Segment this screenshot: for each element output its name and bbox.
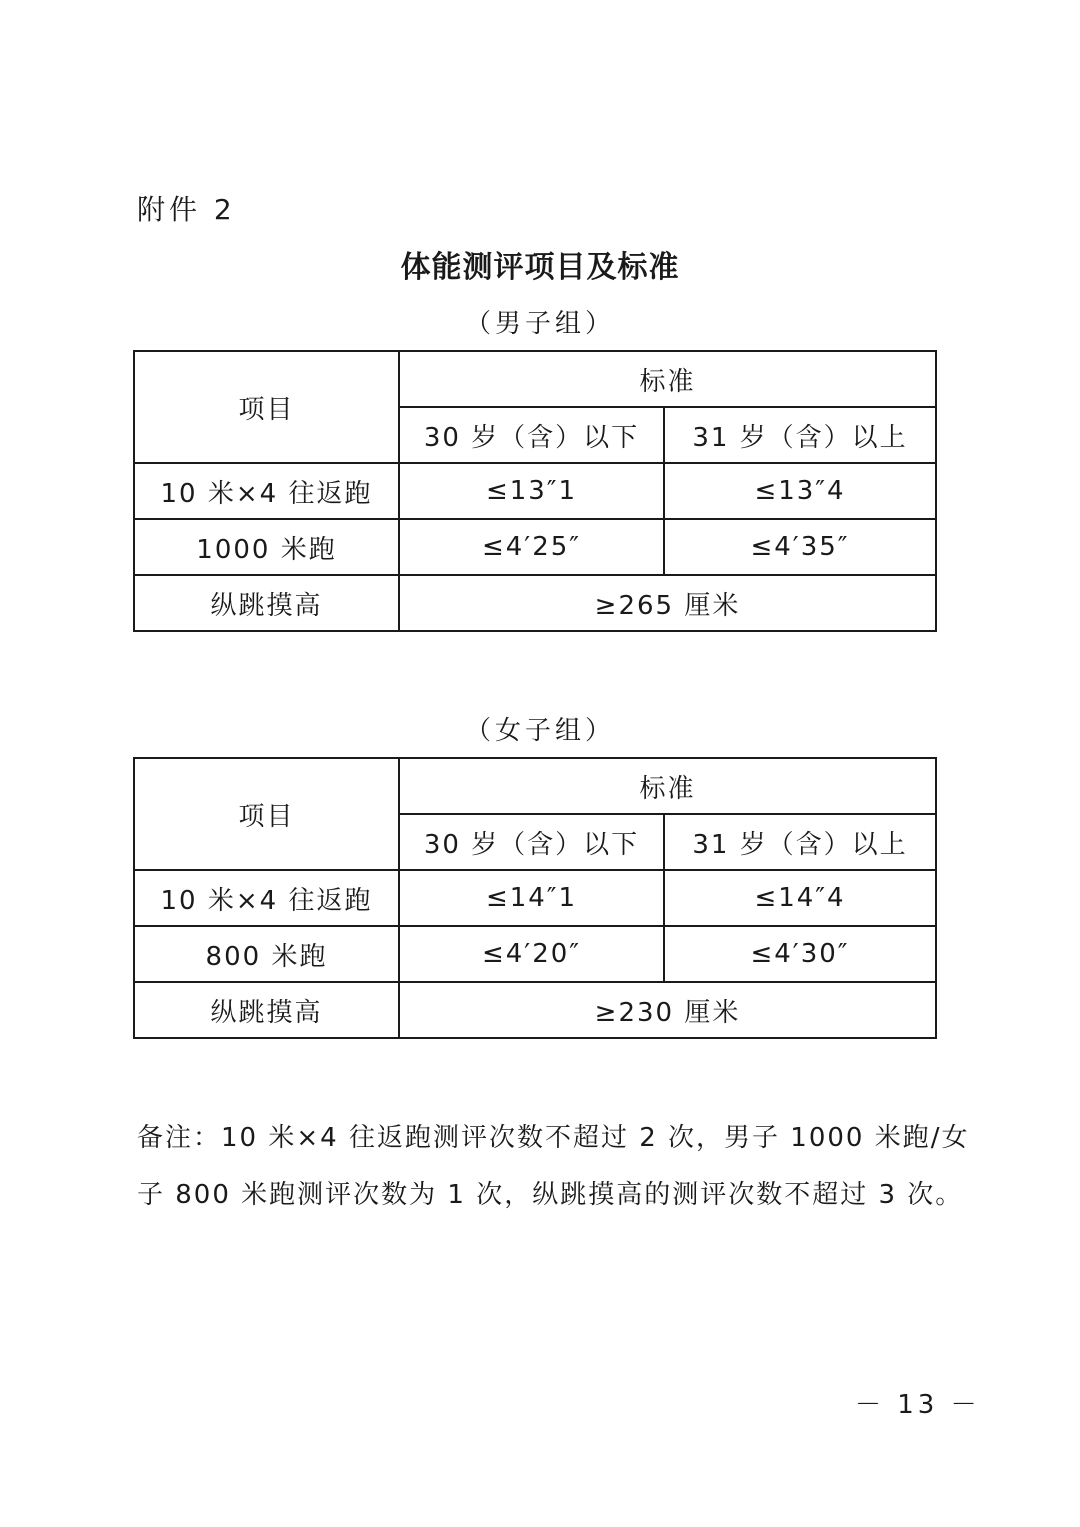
table-row — [134, 926, 936, 982]
header-item: 项目 — [134, 758, 399, 870]
header-standard: 标准 — [399, 758, 936, 814]
item-shuttle-run: 10 米×4 往返跑 — [134, 870, 399, 926]
item-vertical-jump: 纵跳摸高 — [134, 575, 399, 631]
item-800m-run: 800 米跑 — [134, 926, 399, 982]
header-age-under-30: 30 岁（含）以下 — [399, 407, 664, 463]
item-1000m-run: 1000 米跑 — [134, 519, 399, 575]
header-standard: 标准 — [399, 351, 936, 407]
page-number: － 13 － — [855, 1390, 981, 1420]
value-under-30: ≤14″1 — [399, 870, 664, 926]
value-merged: ≥265 厘米 — [399, 575, 936, 631]
item-vertical-jump: 纵跳摸高 — [134, 982, 399, 1038]
male-standards-table — [133, 350, 937, 632]
value-over-31: ≤13″4 — [664, 463, 936, 519]
table-row — [134, 463, 936, 519]
table-row — [134, 982, 936, 1038]
table-row — [134, 575, 936, 631]
note-line-2: 子 800 米跑测评次数为 1 次，纵跳摸高的测评次数不超过 3 次。 — [137, 1180, 964, 1210]
female-standards-table — [133, 757, 937, 1039]
value-over-31: ≤4′30″ — [664, 926, 936, 982]
female-group-label: （女子组） — [464, 716, 615, 746]
page-title: 体能测评项目及标准 — [400, 250, 680, 285]
value-under-30: ≤4′20″ — [399, 926, 664, 982]
header-item: 项目 — [134, 351, 399, 463]
item-shuttle-run: 10 米×4 往返跑 — [134, 463, 399, 519]
table-row — [134, 870, 936, 926]
value-over-31: ≤14″4 — [664, 870, 936, 926]
attachment-label: 附件 2 — [137, 193, 236, 226]
header-age-over-31: 31 岁（含）以上 — [664, 814, 936, 870]
value-merged: ≥230 厘米 — [399, 982, 936, 1038]
table-row — [134, 519, 936, 575]
male-group-label: （男子组） — [464, 309, 615, 339]
header-age-over-31: 31 岁（含）以上 — [664, 407, 936, 463]
value-under-30: ≤13″1 — [399, 463, 664, 519]
value-over-31: ≤4′35″ — [664, 519, 936, 575]
header-age-under-30: 30 岁（含）以下 — [399, 814, 664, 870]
value-under-30: ≤4′25″ — [399, 519, 664, 575]
table-header-row — [134, 758, 936, 814]
table-header-row — [134, 351, 936, 407]
note-line-1: 备注：10 米×4 往返跑测评次数不超过 2 次，男子 1000 米跑/女 — [137, 1123, 970, 1153]
